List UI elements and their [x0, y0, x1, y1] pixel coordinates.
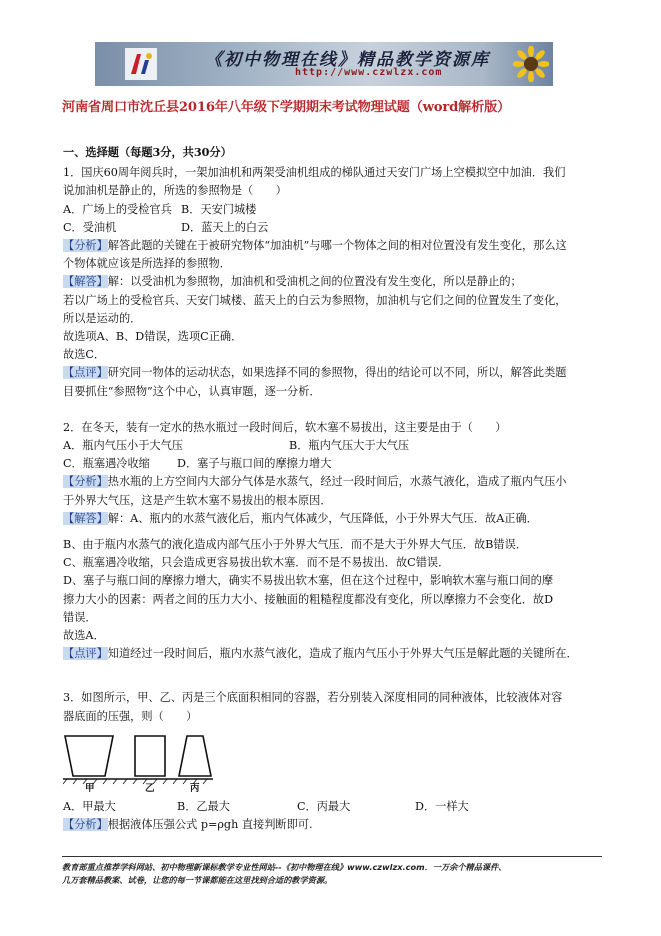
banner-url[interactable]: http://www.czwlzx.com — [295, 67, 443, 78]
q3-option-c: C．丙最大 — [297, 799, 351, 813]
q2-option-c: C．瓶塞遇冷收缩 — [63, 457, 150, 471]
q2-option-a: A．瓶内气压小于大气压 — [63, 439, 183, 453]
q1-answer — [63, 273, 595, 291]
q1-option-c: C．受油机 — [63, 220, 117, 234]
q3-stem-line1: 3．如图所示，甲、乙、丙是三个底面积相同的容器，若分别装入深度相同的同种液体，比较液体对容 — [63, 691, 563, 705]
q3-stem-line2: 器底面的压强，则（ ） — [63, 709, 198, 723]
header-banner — [95, 42, 553, 86]
answer-tag: 【解答】 — [63, 511, 108, 525]
q1-answer-text2: 若以广场上的受检官兵、天安门城楼、蓝天上的白云为参照物，加油机与它们之间的位置发生了变化， — [63, 293, 567, 307]
q1-stem-line2: 说加油机是静止的，所选的参照物是（ ） — [63, 184, 287, 198]
q1-stem-line1: 1．国庆60周年阅兵时，一架加油机和两架受油机组成的梯队通过天安门广场上空模拟空中加油．我们 — [63, 166, 566, 180]
analysis-tag: 【分析】 — [63, 475, 108, 489]
container-yi-label: 乙 — [145, 782, 155, 794]
q1-option-d: D．蓝天上的白云 — [181, 220, 269, 234]
q1-answer-text4: 故选项A、B、D错误，选项C正确． — [63, 330, 243, 344]
q1-comment-text1: 研究同一物体的运动状态，如果选择不同的参照物，得出的结论可以不同，所以，解答此类题 — [107, 366, 567, 380]
q3-analysis — [63, 816, 595, 834]
q2-answer-text4: D、塞子与瓶口间的摩擦力增大，确实不易拔出软木塞，但在这个过程中，影响软木塞与瓶口间的摩 — [63, 574, 554, 588]
q2-option-b: B．瓶内气压大于大气压 — [289, 439, 410, 453]
q2-answer-text3: C、瓶塞遇冷收缩，只会造成更容易拔出软木塞．而不是不易拔出．故C错误． — [63, 556, 450, 570]
q2-answer-text7: 故选A． — [63, 629, 105, 643]
q1-answer-text5: 故选C． — [63, 348, 106, 362]
q3-option-a: A．甲最大 — [63, 799, 116, 813]
answer-tag: 【解答】 — [63, 275, 108, 289]
q2-answer-text1: 解：A、瓶内的水蒸气液化后，瓶内气体减少，气压降低，小于外界大气压．故A正确． — [107, 511, 538, 525]
q1-option-b: B．天安门城楼 — [181, 202, 257, 216]
q2-option-d: D．塞子与瓶口间的摩擦力增大 — [177, 457, 332, 471]
footer-line2: 几万套精品教案、试卷，让您的每一节课都能在这里找到合适的教学资源。 — [62, 874, 333, 885]
footer-line1: 教育部重点推荐学科网站、初中物理新课标教学专业性网站--《初中物理在线》www.czwlzx.com．一万余个精品课件、 — [62, 862, 507, 872]
comment-tag: 【点评】 — [63, 647, 108, 661]
q2-answer-text5: 擦力大小的因素：两者之间的压力大小、接触面的粗糙程度都没有变化，所以摩擦力不会变化．故D — [63, 592, 554, 606]
analysis-tag: 【分析】 — [63, 818, 108, 832]
q1-comment — [63, 364, 595, 382]
q1-option-a: A．广场上的受检官兵 — [63, 202, 172, 216]
q2-options-row1 — [63, 437, 595, 455]
q2-comment-text1: 知道经过一段时间后，瓶内水蒸气液化，造成了瓶内气压小于外界大气压是解此题的关键所在． — [107, 647, 578, 661]
q1-analysis — [63, 237, 595, 255]
analysis-tag: 【分析】 — [63, 239, 108, 253]
footer-divider — [62, 856, 602, 857]
q3-analysis-text1: 根据液体压强公式 p=ρgh 直接判断即可. — [107, 818, 313, 832]
q3-option-b: B．乙最大 — [177, 799, 230, 813]
q3-option-d: D．一样大 — [415, 799, 469, 813]
q1-options-row1 — [63, 201, 595, 219]
section-heading: 一、选择题（每题3分，共30分） — [63, 145, 232, 159]
q1-answer-text1: 解：以受油机为参照物，加油机和受油机之间的位置没有发生变化，所以是静止的； — [107, 275, 522, 289]
q3-containers-figure — [63, 730, 213, 796]
q2-options-row2 — [63, 455, 595, 473]
q2-analysis-text1: 热水瓶的上方空间内大部分气体是水蒸气，经过一段时间后，水蒸气液化，造成了瓶内气压小 — [107, 475, 567, 489]
banner-title: 《初中物理在线》精品教学资源库 — [205, 50, 490, 70]
site-logo-icon — [125, 48, 157, 80]
q1-comment-text2: 目要抓住“参照物”这个中心，认真审题，逐一分析． — [63, 384, 321, 398]
q2-stem: 2．在冬天，装有一定水的热水瓶过一段时间后，软木塞不易拔出，这主要是由于（ ） — [63, 420, 507, 434]
q2-analysis-text2: 于外界大气压，这是产生软木塞不易拔出的根本原因． — [63, 493, 332, 507]
q3-options-row — [63, 798, 595, 816]
comment-tag: 【点评】 — [63, 366, 108, 380]
sunflower-icon — [513, 46, 549, 82]
document-body — [63, 143, 595, 834]
q2-answer-text6: 错误． — [63, 610, 97, 624]
container-jia-label: 甲 — [85, 782, 95, 794]
q2-comment — [63, 645, 595, 663]
document-title: 河南省周口市沈丘县2016年八年级下学期期末考试物理试题（word解析版） — [62, 100, 511, 115]
page-footer — [62, 861, 602, 886]
q2-analysis — [63, 473, 595, 491]
q1-analysis-text1: 解答此题的关键在于被研究物体“加油机”与哪一个物体之间的相对位置没有发生变化，那么这 — [107, 239, 567, 253]
q1-answer-text3: 所以是运动的． — [63, 311, 142, 325]
q2-answer — [63, 510, 595, 528]
q1-options-row2 — [63, 219, 595, 237]
q2-answer-text2: B、由于瓶内水蒸气的液化造成内部气压小于外界大气压．而不是大于外界大气压．故B错误． — [63, 538, 527, 552]
q1-analysis-text2: 个物体就应该是所选择的参照物． — [63, 257, 231, 271]
container-bing-label: 丙 — [190, 782, 200, 794]
